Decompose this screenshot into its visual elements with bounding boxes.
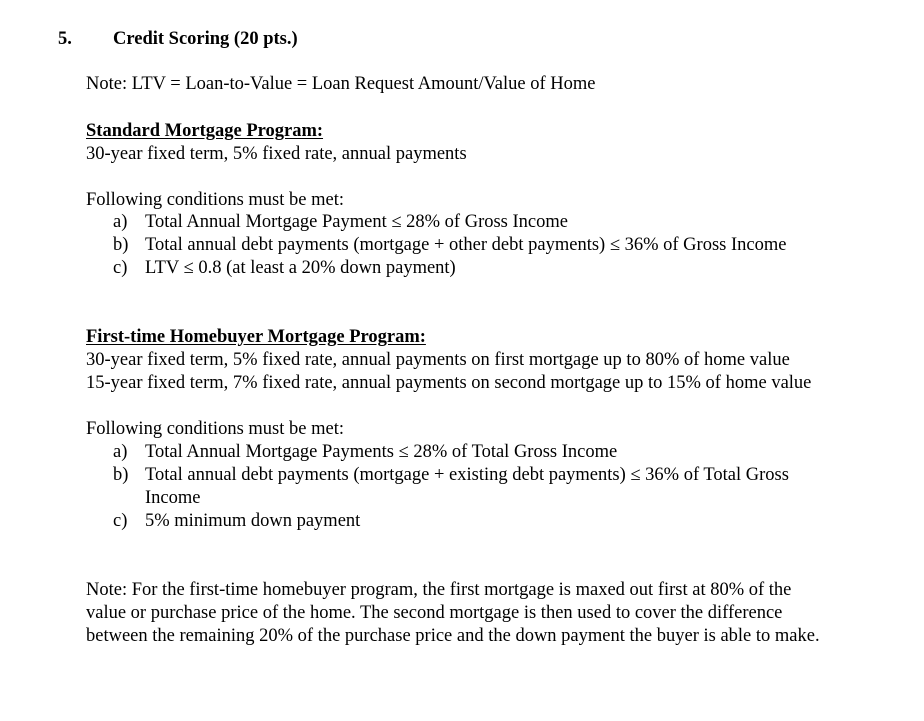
final-note-line-3: between the remaining 20% of the purchase price and the down payment the buyer is able to make.: [86, 626, 820, 646]
standard-program-terms: 30-year fixed term, 5% fixed rate, annual payments: [86, 144, 467, 164]
list-item-letter: c): [113, 511, 128, 531]
first-time-terms-line-1: 30-year fixed term, 5% fixed rate, annual payments on first mortgage up to 80% of home value: [86, 350, 790, 370]
list-item-text: 5% minimum down payment: [145, 511, 361, 531]
list-item-text: Total annual debt payments (mortgage + other debt payments) ≤ 36% of Gross Income: [145, 235, 787, 255]
final-note-line-1: Note: For the first-time homebuyer program, the first mortgage is maxed out first at 80% of the: [86, 580, 792, 600]
problem-number: 5.: [58, 29, 72, 49]
list-item-letter: b): [113, 235, 129, 255]
list-item-letter: c): [113, 258, 128, 278]
list-item-letter: a): [113, 212, 128, 232]
problem-title: Credit Scoring (20 pts.): [113, 29, 298, 49]
first-time-conditions-intro: Following conditions must be met:: [86, 419, 344, 439]
list-item-letter: b): [113, 465, 129, 485]
list-item-letter: a): [113, 442, 128, 462]
list-item-text: Total Annual Mortgage Payment ≤ 28% of Gross Income: [145, 212, 568, 232]
list-item-text-continued: Income: [145, 488, 201, 508]
first-time-terms-line-2: 15-year fixed term, 7% fixed rate, annual payments on second mortgage up to 15% of home value: [86, 373, 812, 393]
ltv-note: Note: LTV = Loan-to-Value = Loan Request Amount/Value of Home: [86, 74, 596, 94]
standard-program-heading: Standard Mortgage Program:: [86, 121, 324, 141]
standard-conditions-intro: Following conditions must be met:: [86, 190, 344, 210]
list-item-text: Total Annual Mortgage Payments ≤ 28% of Total Gross Income: [145, 442, 618, 462]
list-item-text: LTV ≤ 0.8 (at least a 20% down payment): [145, 258, 456, 278]
final-note-line-2: value or purchase price of the home. The second mortgage is then used to cover the difference: [86, 603, 783, 623]
list-item-text: Total annual debt payments (mortgage + existing debt payments) ≤ 36% of Total Gross: [145, 465, 789, 485]
first-time-program-heading: First-time Homebuyer Mortgage Program:: [86, 327, 426, 347]
